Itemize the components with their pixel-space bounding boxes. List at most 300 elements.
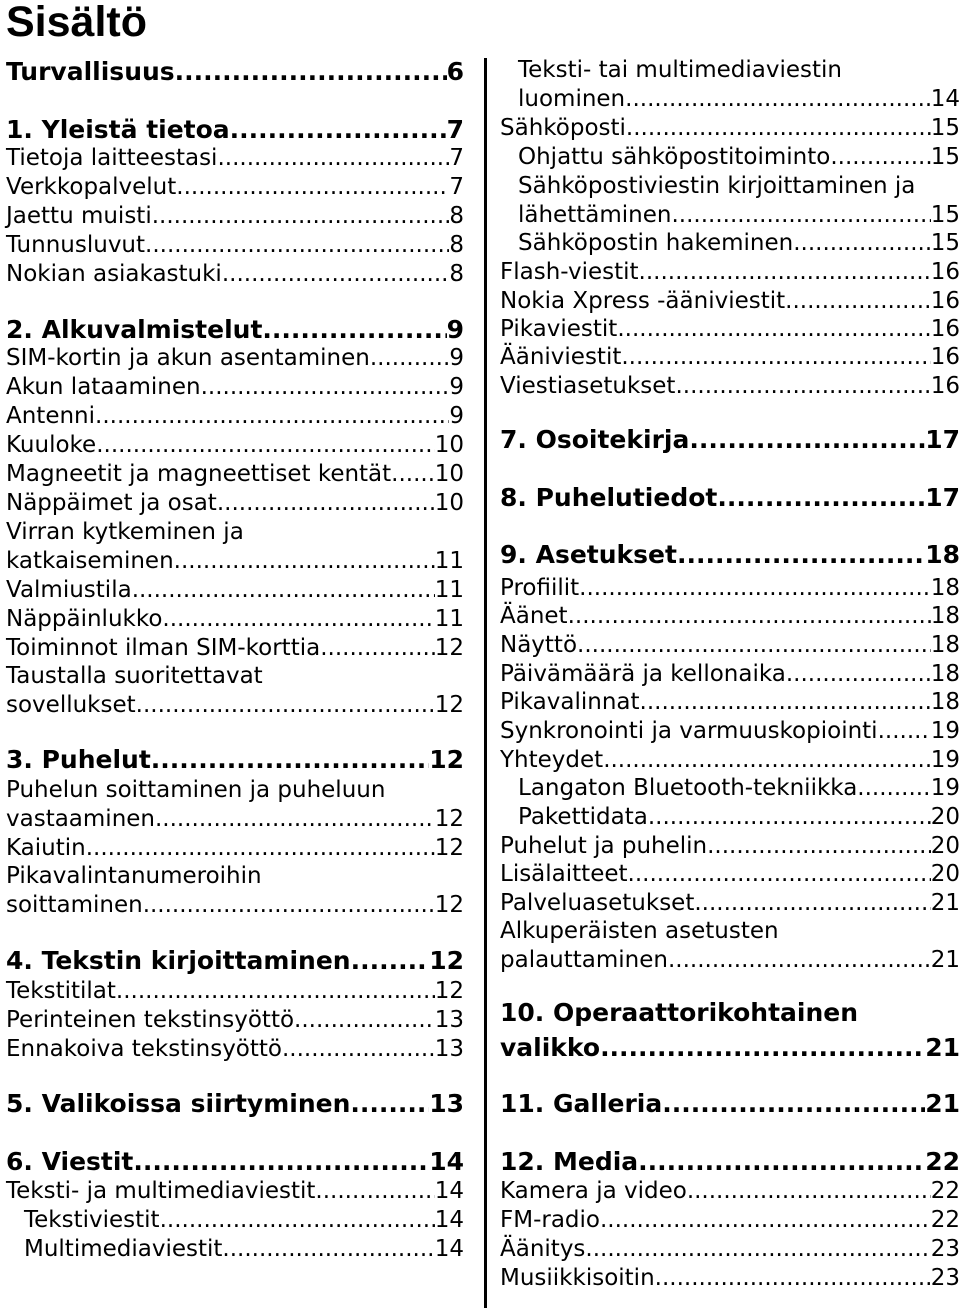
toc-entry-title: palauttaminen <box>500 947 668 973</box>
toc-entry <box>500 229 960 258</box>
toc-entry <box>500 746 960 775</box>
toc-page-number: 12 <box>434 692 464 718</box>
toc-entry-line <box>500 424 960 456</box>
dot-leader <box>282 1035 435 1064</box>
dot-leader <box>675 372 930 401</box>
toc-entry <box>6 489 464 518</box>
toc-entry <box>500 602 960 631</box>
toc-entry <box>6 173 464 202</box>
toc-entry <box>6 805 464 834</box>
toc-entry <box>500 803 960 832</box>
toc-entry-line <box>6 231 464 260</box>
dot-leader <box>86 834 435 863</box>
toc-entry-line <box>500 889 960 918</box>
dot-leader <box>217 489 435 518</box>
dot-leader <box>707 832 931 861</box>
toc-entry <box>500 1032 960 1064</box>
dot-leader <box>625 85 931 114</box>
toc-page-number: 23 <box>930 1265 960 1291</box>
dot-leader <box>603 746 931 775</box>
toc-page-number: 15 <box>930 202 960 228</box>
toc-entry-title: SIM-kortin ja akun asentaminen <box>6 345 370 371</box>
dot-leader <box>689 424 925 456</box>
toc-page-number: 18 <box>930 603 960 629</box>
toc-entry-line <box>6 691 464 720</box>
toc-entry <box>500 258 960 287</box>
toc-page-number: 21 <box>930 890 960 916</box>
toc-entry-title: 7. Osoitekirja <box>500 425 690 454</box>
toc-entry <box>6 605 464 634</box>
toc-entry-title: Perinteinen tekstinsyöttö <box>6 1007 295 1033</box>
toc-entry-title: Tekstiviestit <box>24 1207 160 1233</box>
toc-entry <box>500 172 960 201</box>
toc-entry <box>500 1177 960 1206</box>
dot-leader <box>143 891 435 920</box>
toc-page-number: 20 <box>930 861 960 887</box>
toc-entry-line <box>500 1177 960 1206</box>
dot-leader <box>640 688 931 717</box>
toc-entry-title: Äänitys <box>500 1236 586 1262</box>
toc-page-number: 8 <box>449 232 464 258</box>
toc-entry <box>500 1235 960 1264</box>
toc-page-number: 9 <box>449 403 464 429</box>
dot-leader <box>830 143 930 172</box>
dot-leader <box>351 945 430 977</box>
dot-leader <box>600 1206 931 1235</box>
toc-entry-line <box>500 114 960 143</box>
toc-entry-title: luominen <box>518 86 626 112</box>
toc-entry-title: Akun lataaminen <box>6 374 201 400</box>
dot-leader <box>145 231 449 260</box>
toc-page-number: 12 <box>434 806 464 832</box>
dot-leader <box>116 977 435 1006</box>
dot-leader <box>370 344 450 373</box>
toc-page-number: 18 <box>930 661 960 687</box>
toc-entry-title: 11. Galleria <box>500 1089 663 1118</box>
toc-entry-title: 8. Puhelutiedot <box>500 483 718 512</box>
toc-entry-title: Ennakoiva tekstinsyöttö <box>6 1036 282 1062</box>
toc-entry-line <box>500 372 960 401</box>
toc-entry-title: soittaminen <box>6 892 143 918</box>
dot-leader <box>786 660 931 689</box>
toc-page-number: 13 <box>434 1036 464 1062</box>
toc-entry-line <box>500 717 960 746</box>
toc-entry <box>500 1146 960 1178</box>
toc-page-number: 7 <box>449 174 464 200</box>
dot-leader <box>668 946 931 975</box>
dot-leader <box>878 717 931 746</box>
toc-entry-line <box>6 114 464 146</box>
toc-page-number: 13 <box>434 1007 464 1033</box>
toc-entry <box>500 774 960 803</box>
toc-page-number: 19 <box>930 775 960 801</box>
toc-entry-title: Yhteydet <box>500 747 604 773</box>
dot-leader <box>639 258 931 287</box>
toc-page-number: 17 <box>925 425 960 454</box>
toc-page-number: 12 <box>434 835 464 861</box>
toc-page-number: 17 <box>925 483 960 512</box>
toc-entry <box>500 143 960 172</box>
toc-entry-title: Pikavalinnat <box>500 689 640 715</box>
toc-entry-line <box>500 287 960 316</box>
toc-entry-line <box>6 805 464 834</box>
toc-entry-title: Ääniviestit <box>500 344 622 370</box>
toc-entry-title: katkaiseminen <box>6 548 174 574</box>
toc-page-number: 9 <box>446 315 464 344</box>
toc-page-number: 18 <box>930 689 960 715</box>
toc-page-number: 9 <box>449 374 464 400</box>
toc-entry-line <box>500 1088 960 1120</box>
toc-page-number: 22 <box>930 1207 960 1233</box>
toc-entry <box>6 576 464 605</box>
toc-entry-line <box>6 1177 464 1206</box>
toc-entry-line <box>500 946 960 975</box>
dot-leader <box>230 114 447 146</box>
toc-entry <box>6 56 464 88</box>
toc-entry <box>500 424 960 456</box>
toc-entry-line <box>6 605 464 634</box>
toc-entry-title: valikko <box>500 1033 601 1062</box>
toc-page-number: 16 <box>930 316 960 342</box>
toc-entry-title: Pikavalintanumeroihin <box>6 863 262 889</box>
toc-entry <box>6 1088 464 1120</box>
toc-entry <box>500 482 960 514</box>
toc-entry-line <box>6 1035 464 1064</box>
toc-entry-line <box>518 803 960 832</box>
toc-page-number: 10 <box>434 461 464 487</box>
toc-entry <box>500 85 960 114</box>
toc-page-number: 10 <box>434 432 464 458</box>
toc-entry <box>500 997 960 1029</box>
dot-leader <box>160 1206 435 1235</box>
toc-entry-title: lähettäminen <box>518 202 672 228</box>
toc-entry-line <box>500 602 960 631</box>
dot-leader <box>315 1177 434 1206</box>
dot-leader <box>320 634 435 663</box>
toc-entry-title: 12. Media <box>500 1147 639 1176</box>
toc-entry <box>6 977 464 1006</box>
toc-entry <box>6 402 464 431</box>
toc-entry-title: Pakettidata <box>518 804 648 830</box>
toc-page-number: 22 <box>925 1147 960 1176</box>
toc-page-number: 21 <box>925 1033 960 1062</box>
toc-entry-line <box>500 631 960 660</box>
dot-leader <box>95 402 449 431</box>
toc-entry-title: Taustalla suoritettavat <box>6 663 263 689</box>
toc-entry-line <box>500 574 960 603</box>
toc-entry <box>6 634 464 663</box>
toc-entry-title: Päivämäärä ja kellonaika <box>500 661 786 687</box>
toc-page-number: 14 <box>429 1147 464 1176</box>
toc-entry <box>6 1177 464 1206</box>
toc-entry <box>500 917 960 946</box>
toc-entry-line <box>500 660 960 689</box>
toc-entry-title: Flash-viestit <box>500 259 639 285</box>
dot-leader <box>350 1088 429 1120</box>
dot-leader <box>662 1088 925 1120</box>
dot-leader <box>133 1146 429 1178</box>
dot-leader <box>577 631 931 660</box>
dot-leader <box>174 547 435 576</box>
toc-page-number: 14 <box>434 1178 464 1204</box>
dot-leader <box>152 202 450 231</box>
toc-page-number: 13 <box>429 1089 464 1118</box>
toc-entry-title: Tekstitilat <box>6 978 116 1004</box>
toc-page-number: 20 <box>930 804 960 830</box>
dot-leader <box>96 431 435 460</box>
toc-entry-line <box>500 1032 960 1064</box>
dot-leader <box>785 287 931 316</box>
toc-entry <box>6 834 464 863</box>
toc-entry <box>6 744 464 776</box>
toc-entry-line <box>500 482 960 514</box>
toc-entry-title: Profiilit <box>500 575 580 601</box>
toc-entry-title: 3. Puhelut <box>6 745 151 774</box>
toc-entry-title: Nokia Xpress -ääniviestit <box>500 288 786 314</box>
toc-entry-line <box>500 1235 960 1264</box>
toc-entry-title: Toiminnot ilman SIM-korttia <box>6 635 321 661</box>
toc-entry <box>500 688 960 717</box>
toc-page-number: 12 <box>434 892 464 918</box>
toc-entry-title: Turvallisuus <box>6 57 175 86</box>
toc-entry <box>6 547 464 576</box>
dot-leader <box>617 315 930 344</box>
toc-entry-title: 5. Valikoissa siirtyminen <box>6 1089 351 1118</box>
toc-page-number: 16 <box>930 288 960 314</box>
dot-leader <box>621 343 930 372</box>
toc-entry-line <box>518 229 960 258</box>
toc-page-number: 11 <box>434 548 464 574</box>
toc-entry-line <box>500 1146 960 1178</box>
toc-entry <box>500 717 960 746</box>
dot-leader <box>217 144 449 173</box>
toc-entry <box>6 862 464 891</box>
toc-entry-title: Kamera ja video <box>500 1178 687 1204</box>
toc-entry <box>6 344 464 373</box>
toc-entry-title: sovellukset <box>6 692 136 718</box>
toc-entry <box>6 231 464 260</box>
toc-entry <box>6 314 464 346</box>
toc-entry-title: Sähköpostiviestin kirjoittaminen ja <box>518 173 916 199</box>
toc-entry-line <box>500 258 960 287</box>
toc-entry <box>6 460 464 489</box>
toc-entry-line <box>6 402 464 431</box>
toc-page-number: 10 <box>434 490 464 516</box>
toc-entry-title: Verkkopalvelut <box>6 174 177 200</box>
toc-entry-title: Virran kytkeminen ja <box>6 519 244 545</box>
dot-leader <box>262 314 446 346</box>
toc-page-number: 14 <box>434 1236 464 1262</box>
toc-page-number: 11 <box>434 577 464 603</box>
toc-entry-title: Valmiustila <box>6 577 132 603</box>
dot-leader <box>391 460 435 489</box>
toc-entry <box>6 776 464 805</box>
toc-entry-line <box>6 144 464 173</box>
toc-entry-title: Lisälaitteet <box>500 861 628 887</box>
toc-entry <box>6 691 464 720</box>
toc-entry-title: Sähköpostin hakeminen <box>518 230 794 256</box>
toc-entry-title: Palveluasetukset <box>500 890 695 916</box>
toc-entry-title: Pikaviestit <box>500 316 618 342</box>
dot-leader <box>717 482 925 514</box>
toc-entry-title: Näyttö <box>500 632 578 658</box>
toc-entry-title: Multimediaviestit <box>24 1236 223 1262</box>
toc-entry-title: Sähköposti <box>500 115 626 141</box>
toc-entry-line <box>518 85 960 114</box>
dot-leader <box>626 114 931 143</box>
toc-page-number: 21 <box>925 1089 960 1118</box>
toc-entry-title: Kuuloke <box>6 432 97 458</box>
toc-entry-title: Näppäimet ja osat <box>6 490 217 516</box>
toc-page-number: 9 <box>449 345 464 371</box>
toc-page-number: 22 <box>930 1178 960 1204</box>
toc-entry <box>6 1006 464 1035</box>
toc-entry <box>6 518 464 547</box>
toc-entry-title: Tunnusluvut <box>6 232 146 258</box>
toc-page-number: 6 <box>446 57 464 86</box>
toc-entry-line <box>6 460 464 489</box>
toc-entry-line <box>6 1146 464 1178</box>
dot-leader <box>222 260 450 289</box>
toc-entry-line <box>6 373 464 402</box>
dot-leader <box>294 1006 435 1035</box>
toc-entry-line <box>6 260 464 289</box>
toc-entry-title: 2. Alkuvalmistelut <box>6 315 263 344</box>
toc-entry-title: 10. Operaattorikohtainen <box>500 998 859 1027</box>
toc-entry-line <box>518 201 960 230</box>
dot-leader <box>132 576 435 605</box>
toc-entry <box>500 287 960 316</box>
toc-page-number: 19 <box>930 747 960 773</box>
toc-page-number: 15 <box>930 230 960 256</box>
toc-entry-title: Näppäinlukko <box>6 606 163 632</box>
toc-entry-title: Äänet <box>500 603 568 629</box>
dot-leader <box>201 373 450 402</box>
toc-page-number: 18 <box>930 575 960 601</box>
toc-entry <box>6 662 464 691</box>
toc-entry <box>500 631 960 660</box>
toc-entry <box>500 889 960 918</box>
toc-entry-line <box>500 315 960 344</box>
dot-leader <box>655 1264 931 1293</box>
page-title: Sisältö <box>6 0 147 46</box>
toc-entry <box>6 260 464 289</box>
toc-entry-title: Ohjattu sähköpostitoiminto <box>518 144 831 170</box>
toc-entry-title: Nokian asiakastuki <box>6 261 222 287</box>
toc-entry-line <box>24 1235 464 1264</box>
toc-entry-line <box>6 56 464 88</box>
toc-entry-title: 4. Tekstin kirjoittaminen <box>6 946 351 975</box>
toc-entry-line <box>6 547 464 576</box>
toc-page-number: 21 <box>930 947 960 973</box>
dot-leader <box>568 602 931 631</box>
toc-entry-title: Teksti- ja multimediaviestit <box>6 1178 316 1204</box>
toc-entry <box>500 574 960 603</box>
toc-entry-line <box>6 1088 464 1120</box>
toc-entry-line <box>6 489 464 518</box>
toc-entry <box>500 201 960 230</box>
toc-entry-title: Langaton Bluetooth-tekniikka <box>518 775 858 801</box>
toc-entry <box>500 539 960 571</box>
dot-leader <box>136 691 435 720</box>
toc-page-number: 16 <box>930 344 960 370</box>
toc-page-number: 11 <box>434 606 464 632</box>
toc-entry <box>6 202 464 231</box>
toc-entry <box>500 315 960 344</box>
toc-entry <box>6 373 464 402</box>
dot-leader <box>677 539 925 571</box>
toc-entry-line <box>6 945 464 977</box>
toc-entry-line <box>500 688 960 717</box>
toc-page-number: 19 <box>930 718 960 744</box>
toc-entry-line <box>500 539 960 571</box>
toc-entry <box>500 1264 960 1293</box>
toc-entry <box>500 114 960 143</box>
dot-leader <box>600 1032 925 1064</box>
toc-entry-title: 1. Yleistä tietoa <box>6 115 230 144</box>
toc-page-number: 14 <box>434 1207 464 1233</box>
toc-entry-title: 9. Asetukset <box>500 540 677 569</box>
toc-entry-line <box>6 576 464 605</box>
toc-entry-line <box>500 860 960 889</box>
toc-entry-line <box>6 431 464 460</box>
toc-entry-title: Antenni <box>6 403 96 429</box>
toc-entry-line <box>6 977 464 1006</box>
toc-page-number: 15 <box>930 115 960 141</box>
toc-page-number: 12 <box>429 745 464 774</box>
toc-page-number: 7 <box>449 145 464 171</box>
toc-page-number: 14 <box>930 86 960 112</box>
dot-leader <box>694 889 930 918</box>
dot-leader <box>222 1235 434 1264</box>
dot-leader <box>176 173 449 202</box>
toc-page-number: 8 <box>449 261 464 287</box>
toc-entry <box>500 343 960 372</box>
toc-entry-line <box>500 1206 960 1235</box>
toc-page-number: 12 <box>429 946 464 975</box>
toc-entry-title: 6. Viestit <box>6 1147 134 1176</box>
toc-entry-title: Teksti- tai multimediaviestin <box>518 57 842 83</box>
toc-entry <box>6 114 464 146</box>
toc-entry-line <box>24 1206 464 1235</box>
dot-leader <box>687 1177 931 1206</box>
toc-page-number: 12 <box>434 978 464 1004</box>
toc-entry-line <box>6 891 464 920</box>
toc-entry-line <box>518 143 960 172</box>
toc-entry <box>6 945 464 977</box>
toc-entry <box>6 431 464 460</box>
toc-entry-line <box>6 202 464 231</box>
toc-entry-title: Puhelun soittaminen ja puheluun <box>6 777 386 803</box>
toc-entry-title: Jaettu muisti <box>6 203 152 229</box>
toc-page-number: 7 <box>446 115 464 144</box>
dot-leader <box>793 229 931 258</box>
toc-page-number: 18 <box>925 540 960 569</box>
toc-entry <box>6 1035 464 1064</box>
toc-entry-title: Kaiutin <box>6 835 86 861</box>
toc-entry <box>500 660 960 689</box>
toc-entry-line <box>6 173 464 202</box>
toc-entry <box>500 832 960 861</box>
dot-leader <box>162 605 434 634</box>
toc-entry-title: Magneetit ja magneettiset kentät <box>6 461 392 487</box>
toc-entry-title: Alkuperäisten asetusten <box>500 918 779 944</box>
toc-entry <box>6 891 464 920</box>
toc-entry-title: Puhelut ja puhelin <box>500 833 708 859</box>
toc-entry-line <box>6 744 464 776</box>
toc-entry-title: Synkronointi ja varmuuskopiointi <box>500 718 878 744</box>
toc-entry <box>500 56 960 85</box>
